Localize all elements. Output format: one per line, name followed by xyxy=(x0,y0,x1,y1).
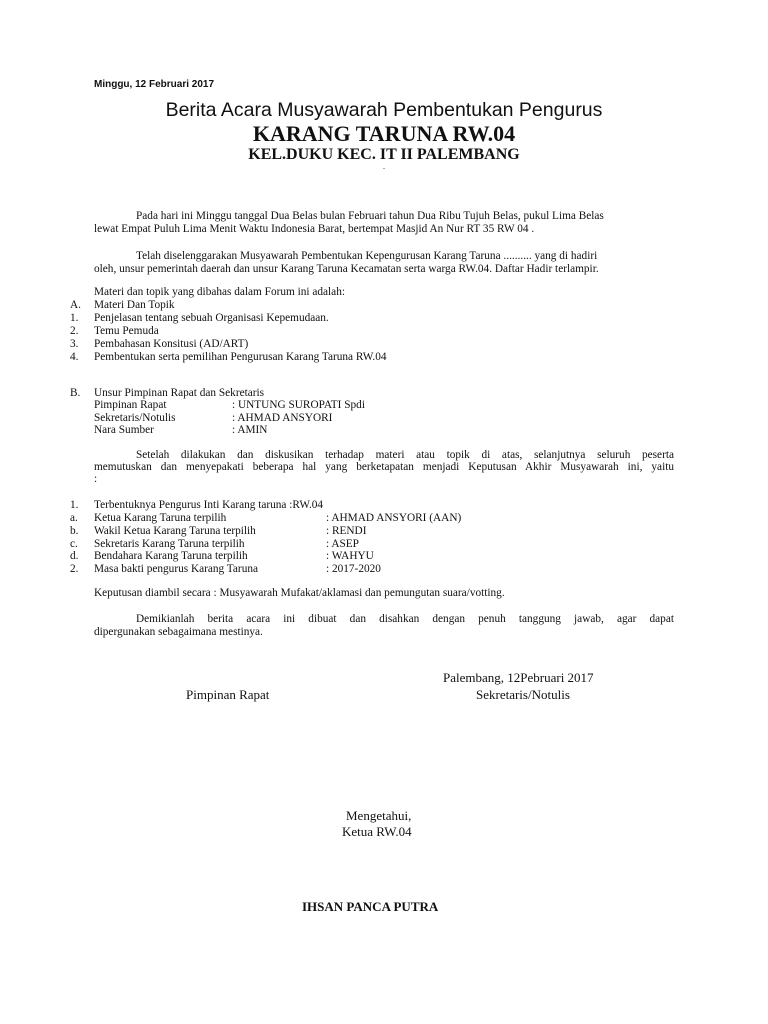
left-signature-role: Pimpinan Rapat xyxy=(186,687,270,702)
result-label: Wakil Ketua Karang Taruna terpilih xyxy=(94,525,256,537)
place-date: Palembang, 12Pebruari 2017 xyxy=(443,670,594,685)
leader-label: Pimpinan Rapat xyxy=(94,399,167,411)
para1-line2: lewat Empat Puluh Lima Menit Waktu Indonesia Barat, bertempat Masjid An Nur RT 35 RW 04 . xyxy=(94,223,535,235)
result-value: : WAHYU xyxy=(326,550,374,562)
closing-line1: Demikianlah berita acara ini dibuat dan disahkan dengan penuh tanggung jawab, agar dapat xyxy=(136,613,674,625)
para2-line1: Telah diselenggarakan Musyawarah Pembentukan Kepengurusan Karang Taruna .......... yang di hadiri xyxy=(136,250,598,262)
result-label: Sekretaris Karang Taruna terpilih xyxy=(94,538,245,550)
title-line-1: Berita Acara Musyawarah Pembentukan Pengurus xyxy=(165,99,603,121)
result-value: : RENDI xyxy=(326,525,367,537)
list-item-number: 3. xyxy=(70,338,79,350)
list-item: Pembahasan Konsitusi (AD/ART) xyxy=(94,338,249,350)
result-number: c. xyxy=(70,538,78,550)
leader-label: Sekretaris/Notulis xyxy=(94,412,176,424)
list-item: Pembentukan serta pemilihan Pengurusan Karang Taruna RW.04 xyxy=(94,351,387,363)
list-item-number: 2. xyxy=(70,325,79,337)
right-signature-role: Sekretaris/Notulis xyxy=(476,687,570,702)
leader-value: : AMIN xyxy=(232,424,268,436)
result-number: 2. xyxy=(70,563,79,575)
result-label: Masa bakti pengurus Karang Taruna xyxy=(94,563,259,575)
result-label: Ketua Karang Taruna terpilih xyxy=(94,512,227,524)
decision-line3: : xyxy=(94,473,98,485)
result-number: d. xyxy=(70,550,79,562)
decision-line1: Setelah dilakukan dan diskusikan terhadap materi atau topik di atas, selanjutnya seluruh peserta xyxy=(136,449,674,461)
topics-marker: A. xyxy=(70,299,81,311)
result-value: : 2017-2020 xyxy=(326,563,381,575)
decision-method: Keputusan diambil secara : Musyawarah Mufakat/aklamasi dan pemungutan suara/votting. xyxy=(94,587,505,599)
para1-line1: Pada hari ini Minggu tanggal Dua Belas bulan Februari tahun Dua Ribu Tujuh Belas, pukul Lima Belas xyxy=(136,210,604,222)
leader-value: : UNTUNG SUROPATI Spdi xyxy=(232,399,365,411)
result-number: b. xyxy=(70,525,79,537)
acknowledge-label: Mengetahui, xyxy=(346,808,412,823)
title-dot: . xyxy=(383,162,385,171)
list-item: Temu Pemuda xyxy=(94,325,159,337)
result-label: Bendahara Karang Taruna terpilih xyxy=(94,550,248,562)
list-item-number: 1. xyxy=(70,312,79,324)
result-label: Terbentuknya Pengurus Inti Karang taruna :RW.04 xyxy=(94,499,324,511)
title-line-2: KARANG TARUNA RW.04 xyxy=(252,121,516,146)
leader-value: : AHMAD ANSYORI xyxy=(232,412,333,424)
list-item: Penjelasan tentang sebuah Organisasi Kepemudaan. xyxy=(94,312,329,324)
title-line-3: KEL.DUKU KEC. IT II PALEMBANG xyxy=(248,146,520,163)
result-value: : ASEP xyxy=(326,538,359,550)
list-item-number: 4. xyxy=(70,351,79,363)
leaders-heading: Unsur Pimpinan Rapat dan Sekretaris xyxy=(94,387,265,399)
result-number: a. xyxy=(70,512,78,524)
result-number: 1. xyxy=(70,499,79,511)
document-date: Minggu, 12 Februari 2017 xyxy=(94,79,215,90)
para3: Materi dan topik yang dibahas dalam Forum ini adalah: xyxy=(94,286,345,298)
leader-label: Nara Sumber xyxy=(94,424,154,436)
closing-line2: dipergunakan sebagaimana mestinya. xyxy=(94,626,263,638)
decision-line2: memutuskan dan menyepakati beberapa hal yang berketapatan menjadi Keputusan Akhir Musyawarah ini, yaitu xyxy=(94,461,674,473)
para2-line2: oleh, unsur pemerintah daerah dan unsur Karang Taruna Kecamatan serta warga RW.04. Daftar Hadir terlampir. xyxy=(94,263,599,275)
leaders-marker: B. xyxy=(70,387,81,399)
result-value: : AHMAD ANSYORI (AAN) xyxy=(326,512,462,524)
topics-heading: Materi Dan Topik xyxy=(94,299,175,311)
acknowledge-role: Ketua RW.04 xyxy=(342,824,412,839)
acknowledge-name: IHSAN PANCA PUTRA xyxy=(302,899,439,914)
